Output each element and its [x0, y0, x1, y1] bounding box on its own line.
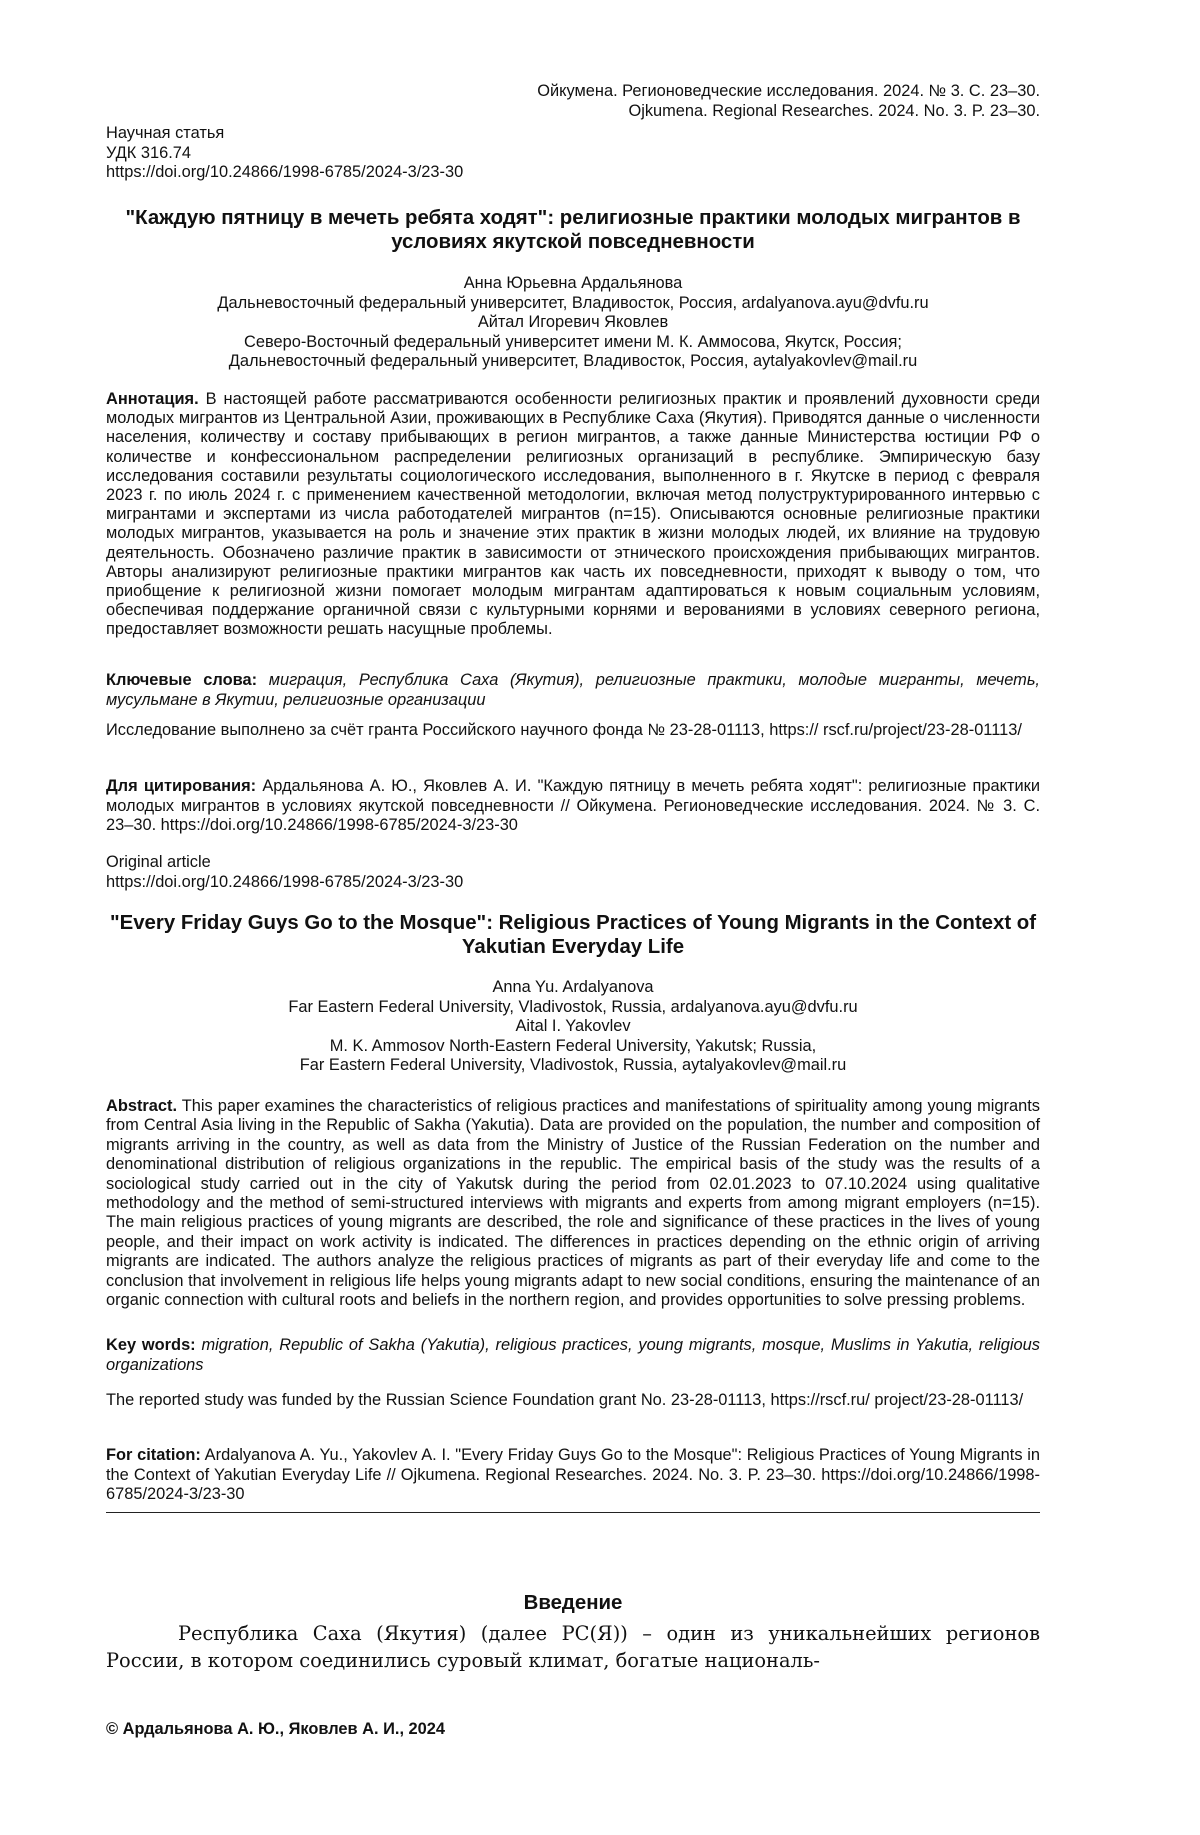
author2-name-en: Aital I. Yakovlev: [515, 1017, 631, 1036]
introduction-paragraph: Республика Саха (Якутия) (далее РС(Я)) – один из уникальнейших регионов России, в котором соединились суровый климат, богатые националь-: [106, 1622, 1040, 1672]
author2-name-ru: Айтал Игоревич Яковлев: [477, 313, 669, 332]
abstract-text-en: This paper examines the characteristics of religious practices and manifestations of spirituality among young migrants from Central Asia living in the Republic of Sakha (Yakutia). Data are provided on the population, the number and composition of migrants arriving in the country, as well as data from the Ministry of Justice of the Russian Federation on the number and denominational distribution of religious organizations in the republic. The empirical basis of the study was the results of a sociological study carried out in the city of Yakutsk during the period from 02.01.2023 to 07.10.2024 using qualitative methodology and the method of semi-structured interviews with migrants and experts from among migrant employers (n=15). The main religious practices of young migrants are described, the role and significance of these practices in the lives of young people, and their impact on work activity is indicated. The differences in practices depending on the ethnic origin of arriving migrants are indicated. The authors analyze the religious practices of migrants as part of their everyday life and come to the conclusion that involvement in religious life helps young migrants adapt to new social conditions, ensuring the maintenance of an organic connection with cultural roots and beliefs in the northern region, and provides opportunities to solve pressing problems.: [106, 1097, 1040, 1310]
copyright-notice: © Ардальянова А. Ю., Яковлев А. И., 2024: [106, 1720, 446, 1738]
author1-affiliation-ru: Дальневосточный федеральный университет, Владивосток, Россия, ardalyanova.ayu@dvfu.ru: [217, 293, 929, 312]
doi-link-ru[interactable]: https://doi.org/10.24866/1998-6785/2024-3/23-30: [106, 163, 464, 182]
keywords-text-ru: миграция, Республика Саха (Якутия), религиозные практики, молодые мигранты, мечеть, мусульмане в Якутии, религиозные организации: [106, 671, 1040, 709]
author1-name-en: Anna Yu. Ardalyanova: [492, 978, 654, 996]
author1-affiliation-en: Far Eastern Federal University, Vladivostok, Russia, ardalyanova.ayu@dvfu.ru: [288, 997, 858, 1016]
journal-header: [106, 82, 1040, 121]
citation-en: [106, 1446, 1040, 1505]
abstract-ru: [106, 390, 1040, 640]
article-title-en: "Every Friday Guys Go to the Mosque": Religious Practices of Young Migrants in the Context of Yakutian Everyday Life: [109, 912, 1037, 958]
keywords-text-en: migration, Republic of Sakha (Yakutia), religious practices, young migrants, mosque, Muslims in Yakutia, religious organizations: [106, 1336, 1040, 1374]
article-meta-en: [106, 853, 463, 892]
doi-link-en[interactable]: https://doi.org/10.24866/1998-6785/2024-3/23-30: [106, 872, 464, 891]
article-type-en: Original article: [106, 853, 211, 871]
keywords-label-ru: Ключевые слова:: [106, 671, 258, 689]
section-divider: [106, 1512, 1040, 1513]
keywords-en: [106, 1336, 1040, 1375]
abstract-text-ru: В настоящей работе рассматриваются особенности религиозных практик и проявлений духовности среди молодых мигрантов из Центральной Азии, проживающих в Республике Саха (Якутия). Приводятся данные о численности населения, количеству и составу прибывающих в регион мигрантов, а также данные Министерства юстиции РФ о количестве и конфессиональном распределении религиозных организаций в республике. Эмпирическую базу исследования составили результаты социологического исследования, выполненного в г. Якутске в период с февраля 2023 г. по июль 2024 г. с применением качественной методологии, включая метод полуструктурированного интервью с мигрантами и экспертами из числа работодателей мигрантов (n=15). Описываются основные религиозные практики молодых мигрантов, указывается на роль и значение этих практик в жизни молодых людей, их влияние на трудовую деятельность. Обозначено различие практик в зависимости от этнического происхождения прибывающих мигрантов. Авторы анализируют религиозные практики мигрантов как часть их повседневности, приходят к выводу о том, что приобщение к религиозной жизни помогает молодым мигрантам адаптироваться к новым социальным условиям, обеспечивая поддержание органичной связи с культурными корнями и верованиями в условиях северного региона, предоставляет возможности решать насущные проблемы.: [106, 390, 1040, 639]
article-meta-ru: [106, 124, 463, 183]
authors-en: [106, 978, 1040, 1076]
author2-affiliation1-ru: Северо-Восточный федеральный университет имени М. К. Аммосова, Якутск, Россия;: [244, 332, 902, 351]
introduction-heading: Введение: [523, 1592, 623, 1614]
article-title-ru: "Каждую пятницу в мечеть ребята ходят": религиозные практики молодых мигрантов в условиях якутской повседневности: [125, 207, 1021, 253]
keywords-label-en: Key words:: [106, 1336, 196, 1354]
citation-text-en: Ardalyanova A. Yu., Yakovlev A. I. "Every Friday Guys Go to the Mosque": Religious Practices of Young Migrants in the Context of Yakutian Everyday Life // Ojkumena. Regional Researches. 2024. No. 3. P. 23–30. https://doi.org/10.24866/1998-6785/2024-3/23-30: [106, 1446, 1040, 1504]
citation-label-ru: Для цитирования:: [106, 777, 257, 795]
author1-name-ru: Анна Юрьевна Ардальянова: [463, 274, 683, 292]
abstract-label-en: Abstract.: [106, 1097, 178, 1115]
keywords-ru: [106, 671, 1040, 710]
article-type-ru: Научная статья: [106, 124, 225, 142]
funding-note-en: The reported study was funded by the Russian Science Foundation grant No. 23-28-01113, https://rscf.ru/ project/23-28-01113/: [106, 1391, 1024, 1409]
authors-ru: [106, 274, 1040, 372]
author2-affiliation1-en: M. K. Ammosov North-Eastern Federal University, Yakutsk; Russia,: [329, 1036, 817, 1055]
author2-affiliation2-ru: Дальневосточный федеральный университет, Владивосток, Россия, aytalyakovlev@mail.ru: [228, 352, 918, 371]
funding-note-ru: Исследование выполнено за счёт гранта Российского научного фонда № 23-28-01113, https:// rscf.ru/project/23-28-01113/: [106, 721, 1022, 739]
citation-text-ru: Ардальянова А. Ю., Яковлев А. И. "Каждую пятницу в мечеть ребята ходят": религиозные практики молодых мигрантов в условиях якутской повседневности // Ойкумена. Регионоведческие исследования. 2024. № 3. С. 23–30. https://doi.org/10.24866/1998-6785/2024-3/23-30: [106, 777, 1041, 835]
udc-code: УДК 316.74: [106, 143, 192, 162]
author2-affiliation2-en: Far Eastern Federal University, Vladivostok, Russia, aytalyakovlev@mail.ru: [299, 1056, 847, 1075]
journal-ref-ru: Ойкумена. Регионоведческие исследования. 2024. № 3. С. 23–30.: [537, 82, 1040, 100]
citation-label-en: For citation:: [106, 1446, 201, 1464]
abstract-label-ru: Аннотация.: [106, 390, 199, 408]
citation-ru: [106, 777, 1040, 836]
journal-ref-en: Ojkumena. Regional Researches. 2024. No. 3. P. 23–30.: [628, 101, 1040, 120]
abstract-en: [106, 1097, 1040, 1310]
